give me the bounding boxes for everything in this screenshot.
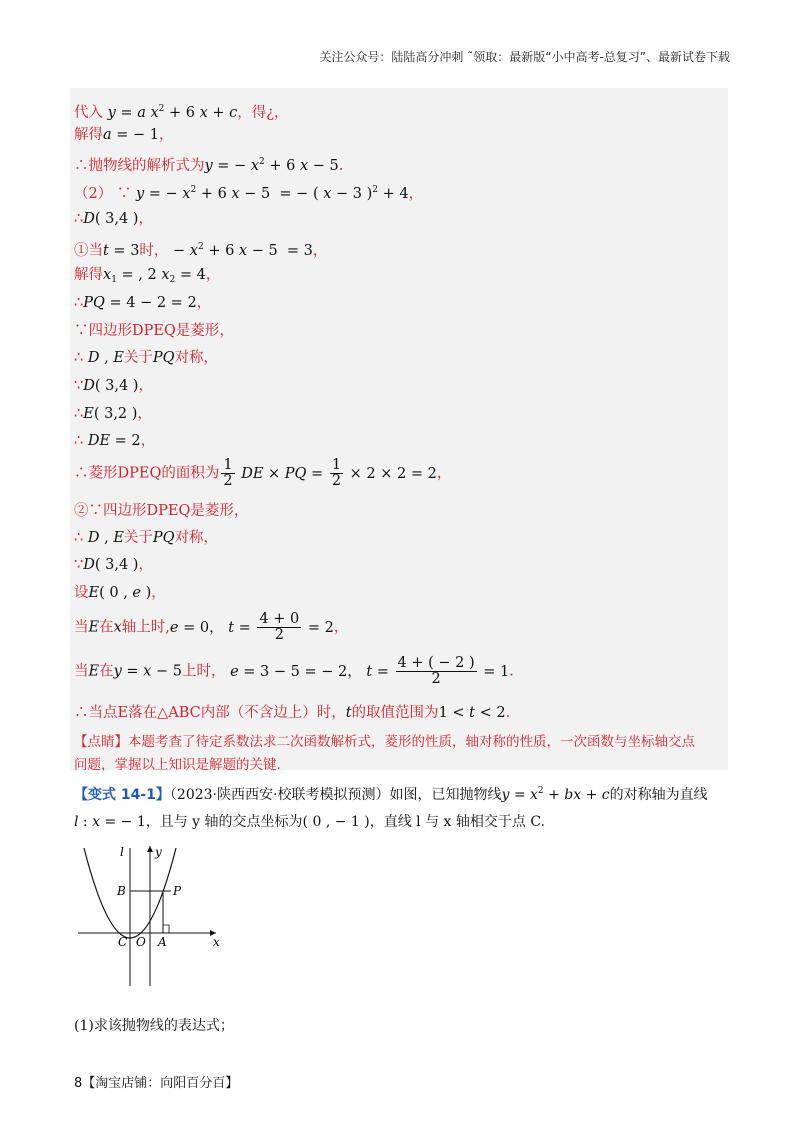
solution-line-21: ∴当点E落在△ABC内部（不含边上）时，t的取值范围为1 < t < 2. <box>74 705 511 721</box>
solution-line-1: 代入 y = a $x^2 + 6$ x + c，得¿， <box>74 104 289 121</box>
label-a: A <box>158 935 167 949</box>
solution-line-18: 设E( 0 , e )， <box>74 585 166 601</box>
label-c: C <box>118 935 128 949</box>
variant-line-2: l : x = − 1，且与 y 轴的交点坐标为( 0 , − 1 )，直线 l 与 x 轴相交于点 C. <box>74 814 546 830</box>
note-line-1: 【点睛】本题考查了待定系数法求二次函数解析式，菱形的性质，轴对称的性质，一次函数与坐标轴交点 <box>74 734 695 750</box>
solution-line-15: ②∵四边形DPEQ是菱形， <box>74 503 249 519</box>
solution-line-8: ∴PQ = 4 − 2 = 2， <box>74 295 212 311</box>
label-b: B <box>117 884 126 898</box>
parabola-graph <box>70 838 230 988</box>
solution-line-13: ∴ DE = 2， <box>74 433 156 449</box>
solution-line-17: ∵D( 3,4 )， <box>74 557 153 573</box>
solution-line-7: 解得$x_1$ = , 2 $x_2 = 4$， <box>74 267 221 285</box>
solution-line-9: ∵四边形DPEQ是菱形， <box>74 323 234 339</box>
solution-line-11: ∵D( 3,4 )， <box>74 378 153 394</box>
y-axis-arrow <box>147 846 153 852</box>
page-footer: 8【淘宝店铺：向阳百分百】 <box>74 1076 239 1091</box>
right-angle-mark <box>163 925 169 933</box>
solution-line-6: ①当t = 3时， − $x^2 + 6$ x − 5 = 3， <box>74 242 328 259</box>
label-p: P <box>173 884 182 898</box>
label-y: y <box>155 845 162 859</box>
solution-line-5: ∴D( 3,4 )， <box>74 211 153 227</box>
solution-line-10: ∴ D , E关于PQ对称， <box>74 350 219 366</box>
solution-line-2: 解得a = − 1， <box>74 127 174 143</box>
solution-line-19: 当E在x轴上时,e = 0， t = $\frac{4 + 0}{2}$ = 2， <box>74 611 349 643</box>
label-x: x <box>213 935 220 949</box>
label-o: O <box>136 935 146 949</box>
page-header: 关注公众号：陆陆高分冲刺 ˜领取：最新版“小中高考-总复习”、最新试卷下载 <box>319 50 730 64</box>
solution-line-16: ∴ D , E关于PQ对称， <box>74 530 219 546</box>
variant-line-1: 【变式 14-1】（2023·陕西西安·校联考模拟预测）如图，已知抛物线$y = x^2$ + bx + c的对称轴为直线 <box>74 786 708 803</box>
label-l: l <box>120 845 124 859</box>
solution-line-4: （2） ∵ y = − $x^2 + 6$ x − 5 = − ( x − 3 )$^2$ + 4， <box>74 185 424 202</box>
solution-line-20: 当E在y = x − 5上时， e = 3 − 5 = − 2， t = $\frac{4 + ( - 2 )}{2}$ = 1. <box>74 655 514 687</box>
question-1: (1)求该抛物线的表达式； <box>74 1018 234 1034</box>
solution-line-12: ∴E( 3,2 )， <box>74 406 152 422</box>
note-line-2: 问题，掌握以上知识是解题的关键. <box>74 757 281 773</box>
solution-line-14: ∴菱形DPEQ的面积为 $\frac{1}{2}$ DE × PQ = $\frac{1}{2}$ × 2 × 2 = 2， <box>74 457 452 489</box>
solution-line-3: ∴抛物线的解析式为y = − $x^2 + 6$ x − 5. <box>74 157 344 174</box>
